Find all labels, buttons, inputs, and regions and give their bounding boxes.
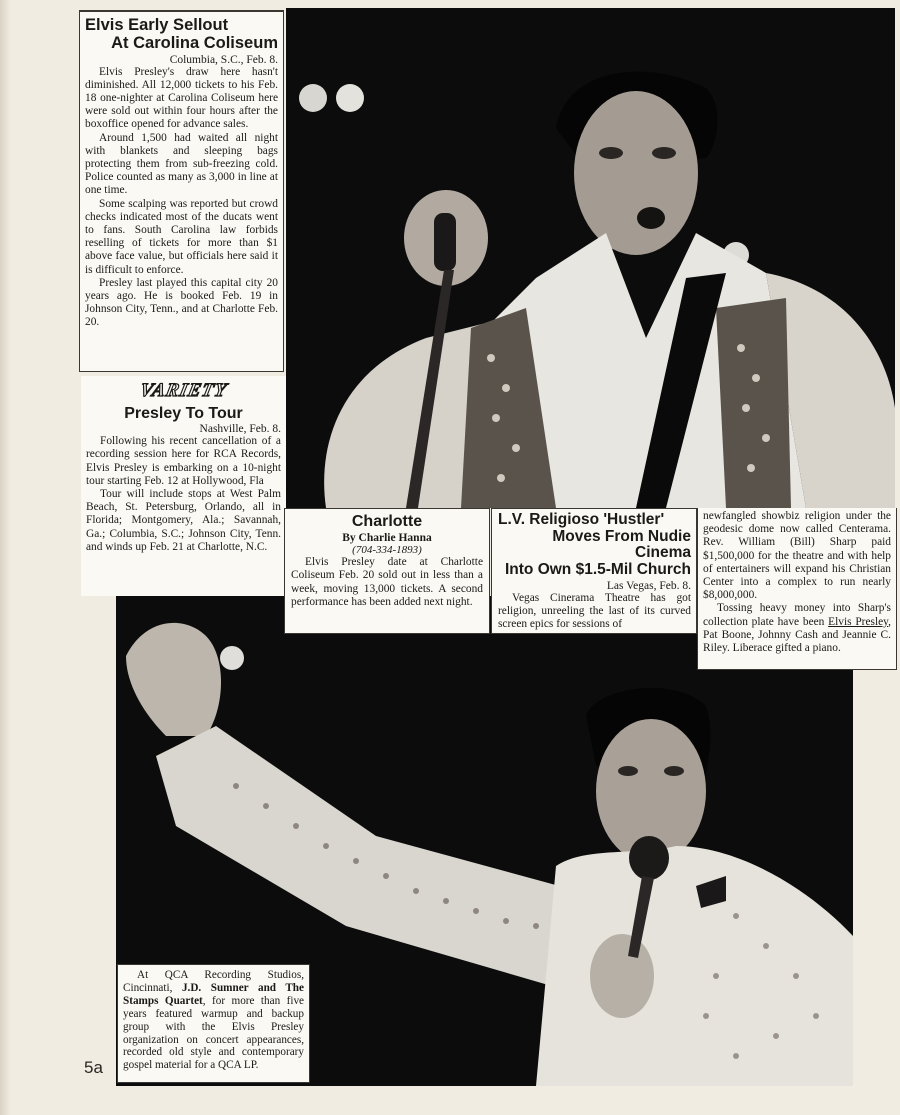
article-sellout xyxy=(79,10,284,372)
article-charlotte xyxy=(284,508,490,634)
headline-line-2: Moves From Nudie Cinema xyxy=(552,527,691,562)
photo-elvis-singing-art xyxy=(286,8,895,508)
article-charlotte-byline: By Charlie Hanna xyxy=(342,532,432,545)
headline-line-2: At Carolina Coliseum xyxy=(111,33,278,52)
paragraph: Tour will include stops at West Palm Beach, St. Petersburg, Orlando, all in Florida; Montgomery, Ala.; Savannah, Ga.; Columbia, S.C.; Johnson City, Tenn. and winds up Feb. 21 at Charlotte, N.C. xyxy=(86,488,281,553)
article-tour xyxy=(81,376,286,596)
article-church-headline xyxy=(498,512,691,579)
paragraph: Following his recent cancellation of a recording session here for RCA Records, Elvis Presley is embarking on a 10-night tour starting Feb. 12 at Hollywood, Fla xyxy=(86,435,281,487)
paragraph: newfangled showbiz religion under the geodesic dome now called Centerama. Rev. William (Bill) Sharp paid $1,500,000 for the theatre and with help of entertainers will expand his Christian Center into a complex to run nearly $8,000,000. xyxy=(703,510,891,602)
headline-line-1: Elvis Early Sellout xyxy=(85,16,229,34)
paragraph: Elvis Presley's draw here hasn't diminished. All 12,000 tickets to his Feb. 18 one-nighter at Carolina Coliseum here were sold out within four hours after the boxoffice opened for advance sales. xyxy=(85,65,278,131)
variety-logo: VARIETY xyxy=(137,380,230,401)
article-church-body-col2 xyxy=(703,510,891,655)
article-church-dateline: Las Vegas, Feb. 8. xyxy=(606,579,691,592)
paragraph-text: Tossing heavy money into Sharp's collection plate have been xyxy=(703,602,891,628)
article-sellout-dateline: Columbia, S.C., Feb. 8. xyxy=(169,53,278,66)
caption-bold-names: J.D. Sumner and The Stamps Quartet xyxy=(123,981,304,1007)
paragraph: Around 1,500 had waited all night with blankets and sleeping bags protecting them from sub-freezing cold. Police counted as many as 3,000 in line at one time. xyxy=(85,131,278,197)
headline-line-1: L.V. Religioso 'Hustler' xyxy=(498,511,665,528)
underlined-name: Elvis Presley xyxy=(828,615,889,628)
headline-line-3: Into Own $1.5-Mil Church xyxy=(504,561,691,579)
article-church-col1 xyxy=(491,508,697,634)
paragraph: Vegas Cinerama Theatre has got religion, unreeling the last of its curved screen epics for sessions of xyxy=(498,591,691,631)
article-charlotte-body xyxy=(291,556,483,609)
caption-body xyxy=(123,969,304,1072)
caption-paragraph xyxy=(123,969,304,1072)
article-sellout-body xyxy=(85,66,278,330)
paragraph xyxy=(703,602,891,655)
caption-text: At QCA Recording Studios, Cincinnati, xyxy=(123,969,304,994)
paragraph: Some scalping was reported but crowd checks indicated most of the ducats went to fans. South Carolina law forbids reselling of tickets for more than $1 above face value, but officials here said it is difficult to enforce. xyxy=(85,197,278,276)
photo-elvis-singing xyxy=(286,8,895,508)
article-tour-dateline: Nashville, Feb. 8. xyxy=(199,423,281,436)
caption-qca xyxy=(117,964,310,1083)
page-edge xyxy=(0,0,10,1115)
article-sellout-headline xyxy=(85,17,278,53)
article-church-body-col1 xyxy=(498,592,691,632)
article-charlotte-headline: Charlotte xyxy=(351,513,423,530)
caption-text: , for more than five years featured warmup and backup group with the Elvis Presley organization on concert appearances, recorded old style and contemporary gospel material for a QCA LP. xyxy=(123,994,305,1072)
article-tour-body xyxy=(86,435,281,554)
paragraph: Presley last played this capital city 20 years ago. He is booked Feb. 19 in Johnson City, Tenn., and at Charlotte Feb. 20. xyxy=(85,276,278,329)
article-charlotte-phone: (704-334-1893) xyxy=(352,544,422,557)
paragraph: Elvis Presley date at Charlotte Coliseum Feb. 20 sold out in less than a week, moving 13,000 tickets. A second performance has been added next night. xyxy=(291,556,483,608)
paragraph-text: , Pat Boone, Johnny Cash and Jeannie C. Riley. Liberace gifted a piano. xyxy=(703,615,891,655)
article-tour-headline: Presley To Tour xyxy=(124,405,243,422)
article-church-col2 xyxy=(697,508,897,670)
page-number: 5a xyxy=(84,1058,103,1077)
